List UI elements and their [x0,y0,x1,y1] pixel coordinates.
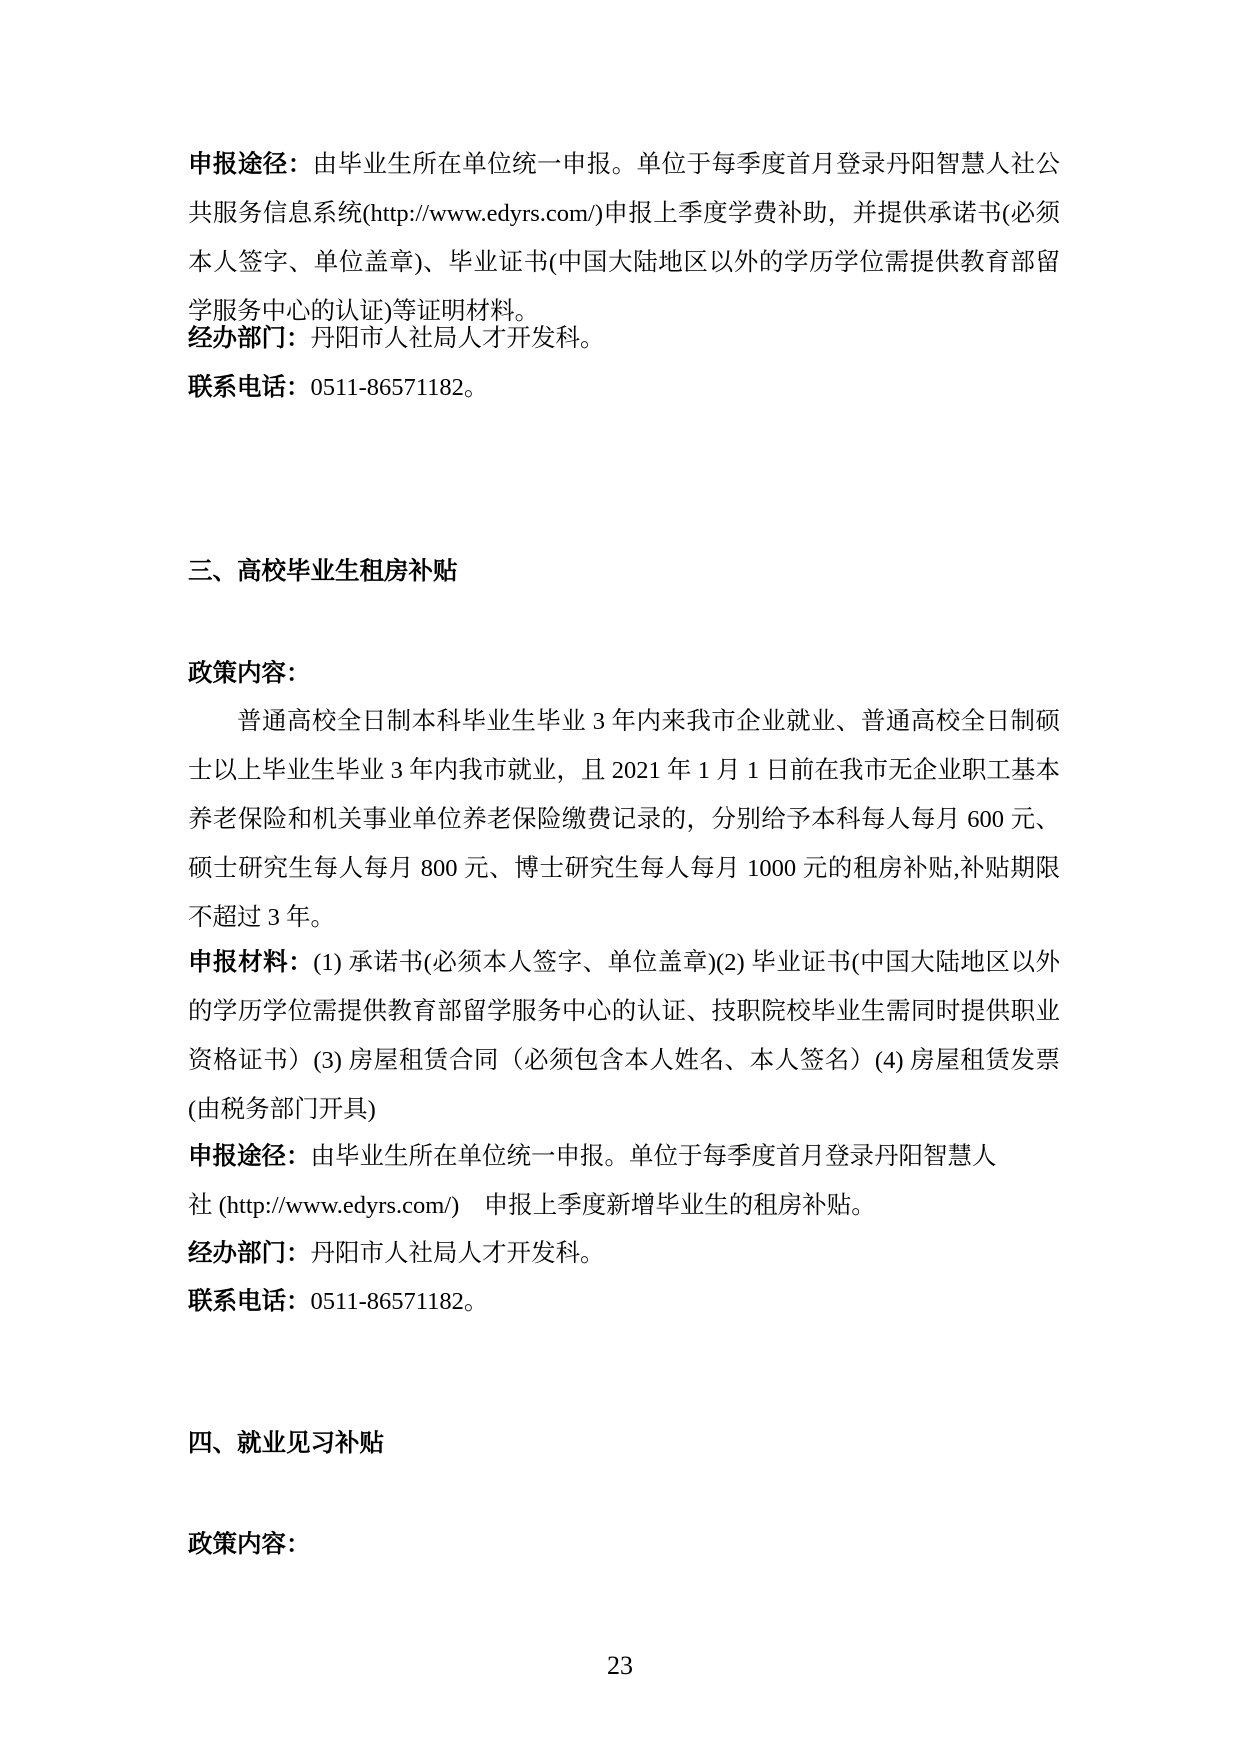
dept-text: 丹阳市人社局人才开发科。 [310,1240,605,1267]
route-text-line2: 社 (http://www.edyrs.com/) 申报上季度新增毕业生的租房补贴。 [188,1192,876,1219]
section-title-rent-subsidy: 三、高校毕业生租房补贴 [188,558,458,585]
section-title-internship-subsidy: 四、就业见习补贴 [188,1430,384,1457]
materials-label: 申报材料： [188,949,314,976]
policy-label-s4: 政策内容： [188,1531,311,1558]
route-paragraph-s3 [188,1132,1060,1230]
dept-label: 经办部门： [188,325,311,352]
dept-paragraph-s2 [188,314,1060,363]
route-label: 申报途径： [188,1143,311,1170]
route-paragraph-s2 [188,140,1060,336]
materials-paragraph-s3 [188,938,1060,1134]
dept-label: 经办部门： [188,1240,311,1267]
phone-text: 0511-86571182。 [310,1288,489,1315]
phone-label: 联系电话： [188,374,311,401]
materials-text: (1) 承诺书(必须本人签字、单位盖章)(2) 毕业证书(中国大陆地区以外的学历学位需提供教育部留学服务中心的认证、技职院校毕业生需同时提供职业资格证书）(3) 房屋租赁合同（必须包含本人姓名、本人签名）(4) 房屋租赁发票(由税务部门开具) [188,949,1061,1123]
dept-text: 丹阳市人社局人才开发科。 [310,325,605,352]
policy-label-s3: 政策内容： [188,660,311,687]
route-text: 由毕业生所在单位统一申报。单位于每季度首月登录丹阳智慧人社公共服务信息系统(http://www.edyrs.com/)申报上季度学费补助，并提供承诺书(必须本人签字、单位盖章)、毕业证书(中国大陆地区以外的学历学位需提供教育部留学服务中心的认证)等证明材料。 [188,151,1061,325]
phone-label: 联系电话： [188,1288,311,1315]
policy-text-s3: 普通高校全日制本科毕业生毕业 3 年内来我市企业就业、普通高校全日制硕士以上毕业生毕业 3 年内我市就业，且 2021 年 1 月 1 日前在我市无企业职工基本养老保险和机关事业单位养老保险缴费记录的，分别给予本科每人每月 600 元、硕士研究生每人每月 800 元、博士研究生每人每月 1000 元的租房补贴,补贴期限不超过 3 年。 [188,708,1060,931]
dept-paragraph-s3 [188,1229,1060,1278]
phone-text: 0511-86571182。 [310,374,489,401]
phone-paragraph-s3 [188,1277,1060,1326]
phone-paragraph-s2 [188,363,1060,412]
route-text-line1: 由毕业生所在单位统一申报。单位于每季度首月登录丹阳智慧人 [310,1143,997,1170]
page-number: 23 [607,1651,633,1680]
route-label: 申报途径： [188,151,313,178]
